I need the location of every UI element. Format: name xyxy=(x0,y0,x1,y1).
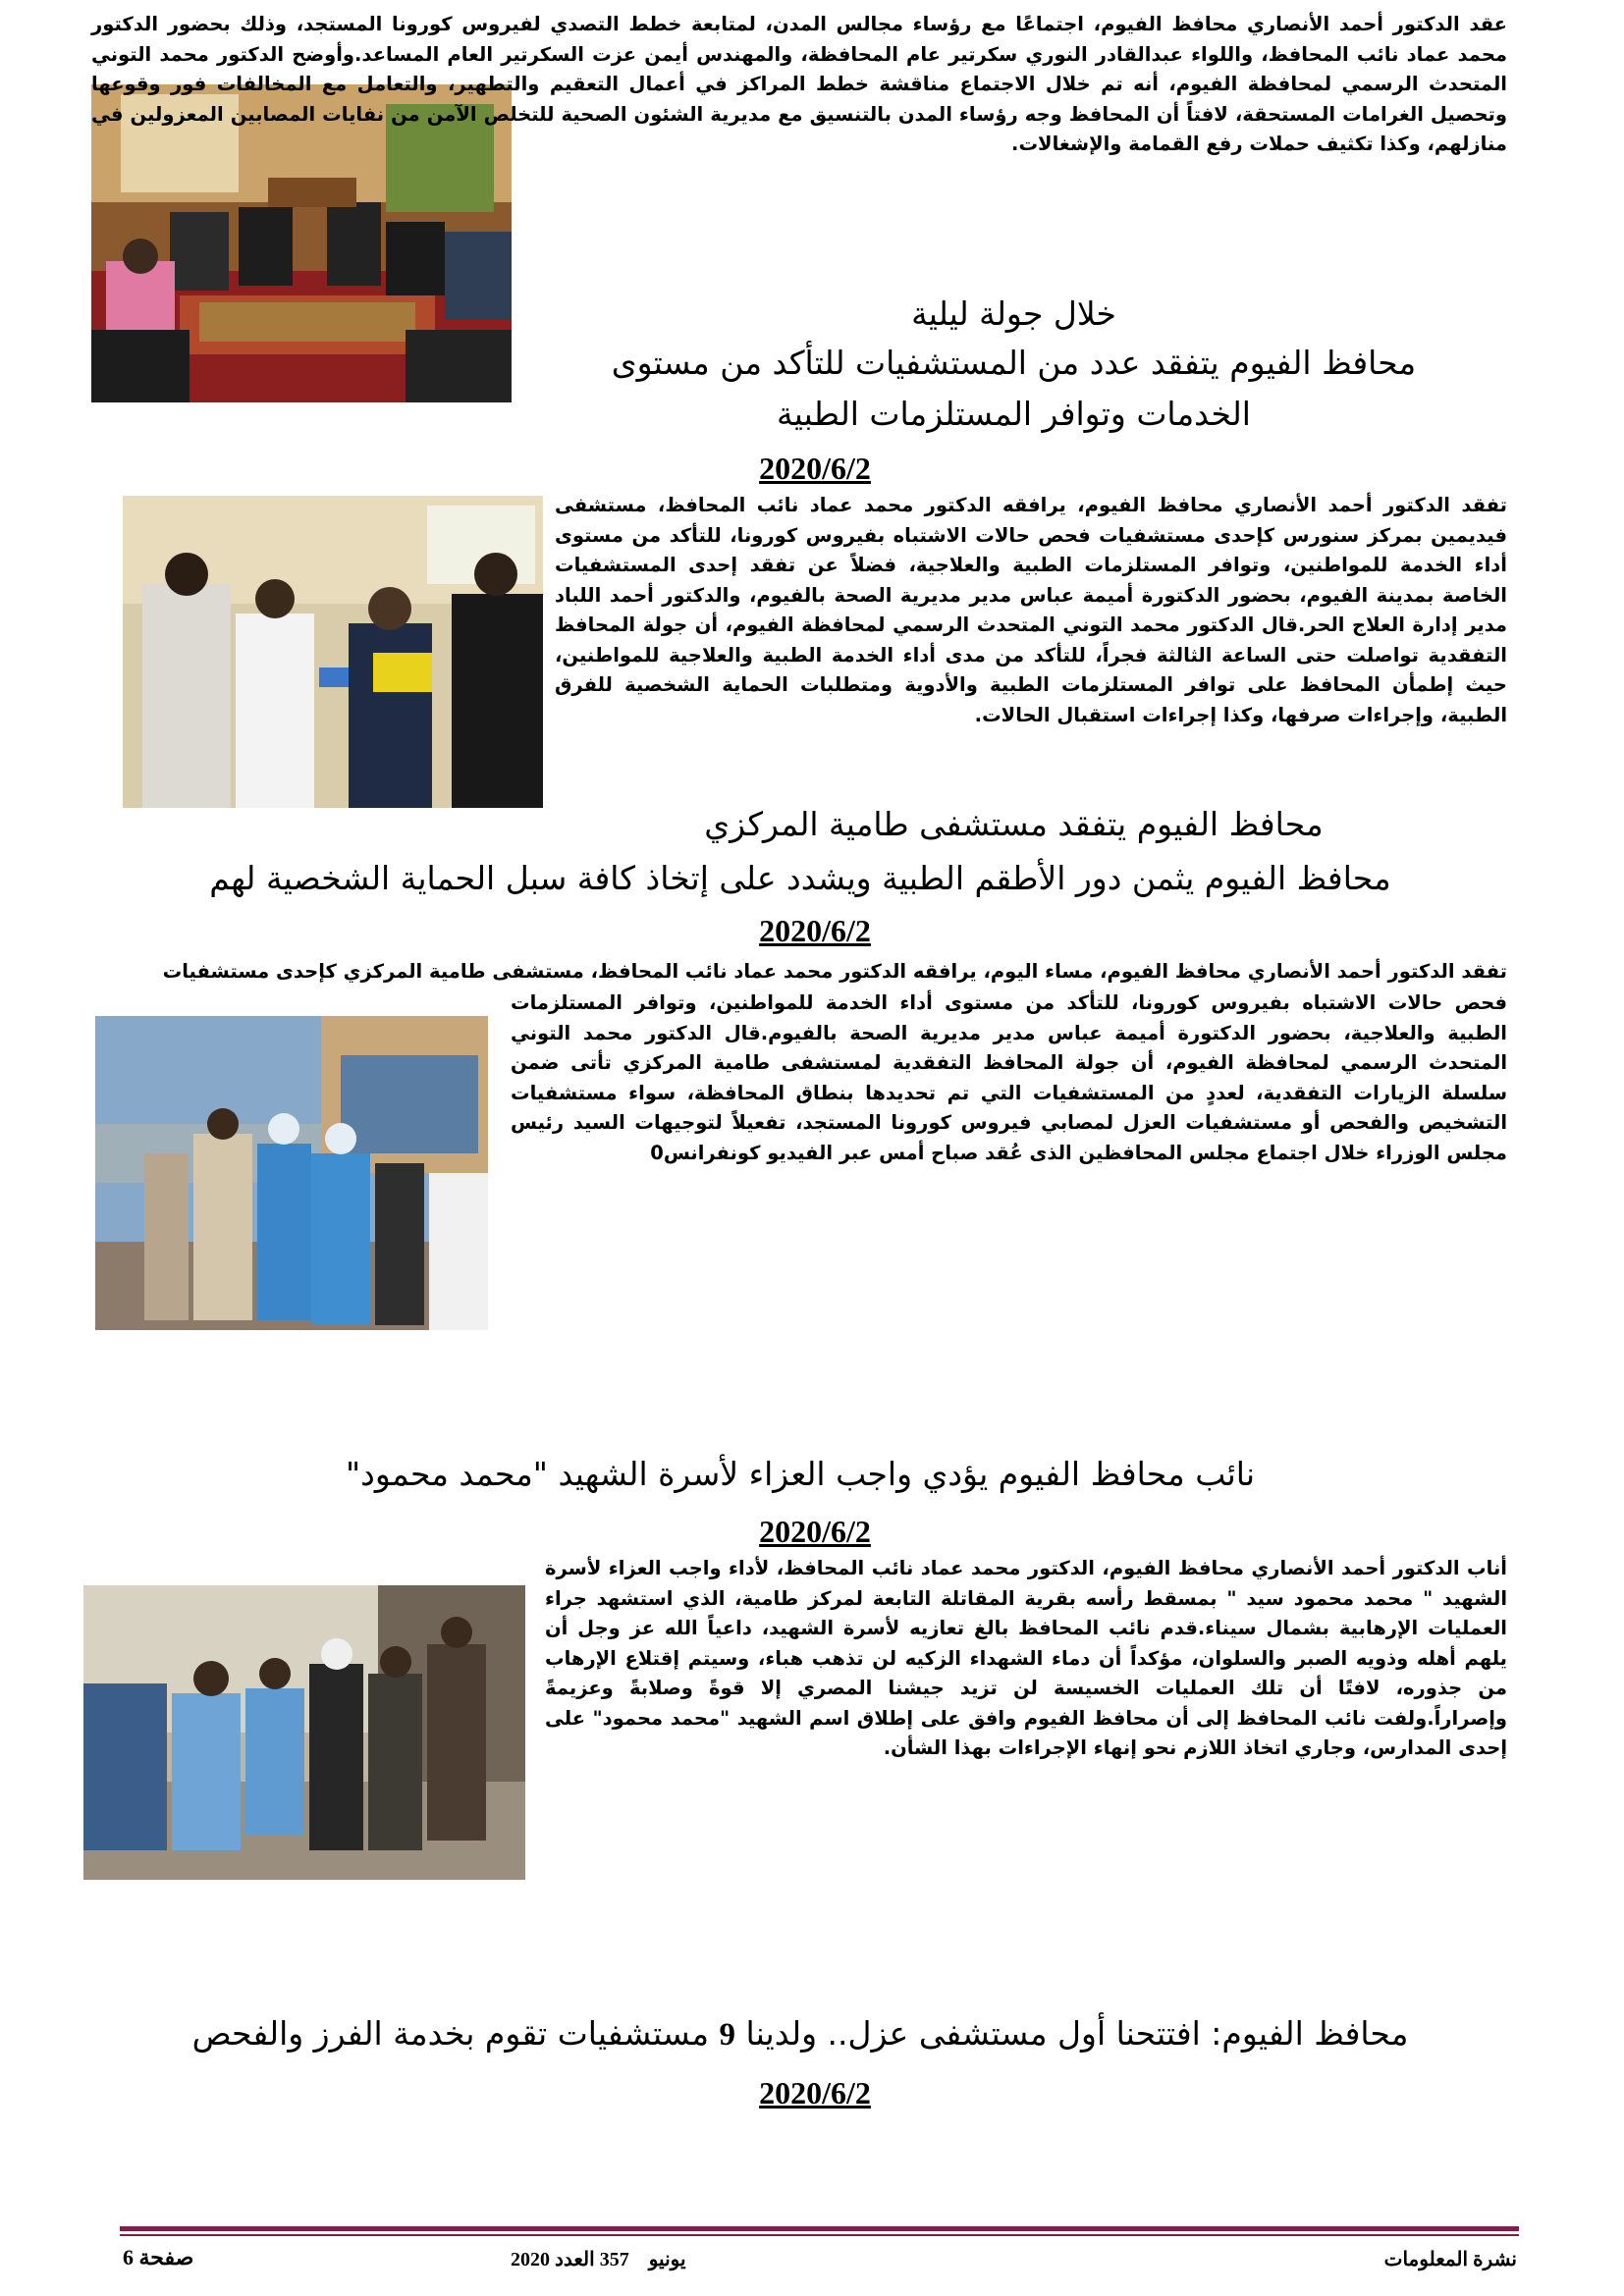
issue-label: العدد xyxy=(555,2249,595,2270)
hospital-visit-photo xyxy=(123,496,543,808)
article3-headline-line2: محافظ الفيوم يثمن دور الأطقم الطبية ويشدد على إتخاذ كافة سبل الحماية الشخصية لهم xyxy=(209,859,1391,897)
footer-rule xyxy=(120,2226,1519,2231)
article3-body-top: تفقد الدكتور أحمد الأنصاري محافظ الفيوم، مساء اليوم، يرافقه الدكتور محمد عماد نائب المحافظ، مستشفى طامية المركزي كإحدى مستشفيات xyxy=(162,960,1507,983)
article4-headline: نائب محافظ الفيوم يؤدي واجب العزاء لأسرة الشهيد "محمد محمود" xyxy=(345,1455,1256,1493)
article4-date: 2020/6/2 xyxy=(759,1514,871,1549)
newsletter-name: نشرة المعلومات xyxy=(1383,2249,1517,2270)
article5-headline-number: 9 xyxy=(719,2017,736,2053)
page-number xyxy=(123,2245,193,2270)
article2-headline-line3: الخدمات وتوافر المستلزمات الطبية xyxy=(777,395,1251,433)
article3-headline-line1: محافظ الفيوم يتفقد مستشفى طامية المركزي xyxy=(704,805,1324,843)
page-label: صفحة xyxy=(138,2245,194,2269)
issue-year: 2020 xyxy=(511,2249,550,2270)
article1-body: عقد الدكتور أحمد الأنصاري محافظ الفيوم، اجتماعًا مع رؤساء مجالس المدن، لمتابعة خطط التصدي لفيروس كورونا المستجد، وذلك بحضور الدكتور محمد عماد نائب المحافظ، واللواء عبدالقادر النوري سكرتير عام المحافظة، والمهندس أيمن عزت السكرتير العام المساعد.وأوضح الدكتور محمد التوني المتحدث الرسمي لمحافظة الفيوم، أنه تم خلال الاجتماع مناقشة خطط المراكز في أعمال التعقيم والتطهير، والتعامل مع المخالفات فور وقوعها وتحصيل الغرامات المستحقة، لافتاً أن المحافظ وجه رؤساء المدن بالتنسيق مع مديرية الشئون الصحية للتخلص الآمن من نفايات المصابين المعزولين في منازلهم، وكذا تكثيف حملات رفع القمامة والإشغالات. xyxy=(91,13,1507,155)
issue-info xyxy=(511,2247,686,2271)
article2-headline-line1: خلال جولة ليلية xyxy=(911,294,1116,333)
article2-date: 2020/6/2 xyxy=(759,451,871,486)
issue-month: يونيو xyxy=(648,2249,686,2270)
article4-body: أناب الدكتور أحمد الأنصاري محافظ الفيوم، الدكتور محمد عماد نائب المحافظ، لأداء واجب العزاء لأسرة الشهيد " محمد محمود سيد " بمسقط رأسه بقرية المقاتلة التابعة لمركز طامية، الذي استشهد جراء العمليات الإرهابية بشمال سيناء.قدم نائب المحافظ بالغ تعازيه لأسرة الشهيد، داعياً الله عز وجل أن يلهم أهله وذويه الصبر والسلوان، مؤكداً أن دماء الشهداء الزكيه لن تذهب هباء، وسيتم إقتلاع الإرهاب من جذوره، لافتًا أن تلك العمليات الخسيسة لن تزيد جيشنا المصري إلا قوةً وصلابةً وعزيمةً وإصراراً.ولفت نائب المحافظ إلى أن محافظ الفيوم وافق على إطلاق اسم الشهيد "محمد محمود" على إحدى المدارس، وجاري اتخاذ اللازم نحو إنهاء الإجراءات بهذا الشأن. xyxy=(545,1557,1507,1759)
article5-headline-pre: محافظ الفيوم: افتتحنا أول مستشفى عزل.. ولدينا xyxy=(745,2014,1409,2053)
condolence-photo xyxy=(83,1585,525,1880)
article2-headline-line2: محافظ الفيوم يتفقد عدد من المستشفيات للتأكد من مستوى xyxy=(611,344,1417,382)
article5-headline-post: مستشفيات تقوم بخدمة الفرز والفحص xyxy=(191,2014,710,2053)
page-number-value: 6 xyxy=(123,2245,134,2269)
footer-rule-thin xyxy=(120,2234,1519,2236)
article2-body: تفقد الدكتور أحمد الأنصاري محافظ الفيوم، يرافقه الدكتور محمد عماد نائب المحافظ، مستشفى فيديمين بمركز سنورس كإحدى مستشفيات فحص حالات الاشتباه بفيروس كورونا، للتأكد من مستوى أداء الخدمة للمواطنين، وتوافر المستلزمات الطبية والعلاجية، فضلاً عن تفقد إحدى المستشفيات الخاصة بمدينة الفيوم، بحضور الدكتورة أميمة عباس مدير مديرية الصحة بالفيوم، والدكتور أحمد اللباد مدير إدارة العلاج الحر.قال الدكتور محمد التوني المتحدث الرسمي لمحافظة الفيوم، أن جولة المحافظ التفقدية تواصلت حتى الساعة الثالثة فجراً، للتأكد من مدى أداء الخدمة الطبية والعلاجية للمواطنين، حيث إطمأن المحافظ على توافر المستلزمات الطبية والأدوية ومتطلبات الحماية الشخصية للفرق الطبية، وإجراءات صرفها، وكذا إجراءات استقبال الحالات. xyxy=(555,494,1507,726)
article5-headline xyxy=(93,2009,1507,2059)
issue-number: 357 xyxy=(599,2249,629,2270)
tamiya-hospital-photo xyxy=(95,1016,488,1330)
article3-date: 2020/6/2 xyxy=(759,913,871,948)
article3-body: فحص حالات الاشتباه بفيروس كورونا، للتأكد من مستوى أداء الخدمة للمواطنين، وتوافر المستلزمات الطبية والعلاجية، بحضور الدكتورة أميمة عباس مدير مديرية الصحة بالفيوم.قال الدكتور محمد التوني المتحدث الرسمي لمحافظة الفيوم، أن جولة المحافظ التفقدية لمستشفى طامية المركزي تأتى ضمن سلسلة الزيارات التفقدية، لعددٍ من المستشفيات التي تم تحديدها بنطاق المحافظة، سواء مستشفيات التشخيص والفحص أو مستشفيات العزل لمصابي فيروس كورونا المستجد، تفعيلاً لتوجيهات السيد رئيس مجلس الوزراء خلال اجتماع مجلس المحافظين الذى عُقد صباح أمس عبر الفيديو كونفرانس0 xyxy=(511,991,1507,1164)
article5-date: 2020/6/2 xyxy=(759,2075,871,2110)
